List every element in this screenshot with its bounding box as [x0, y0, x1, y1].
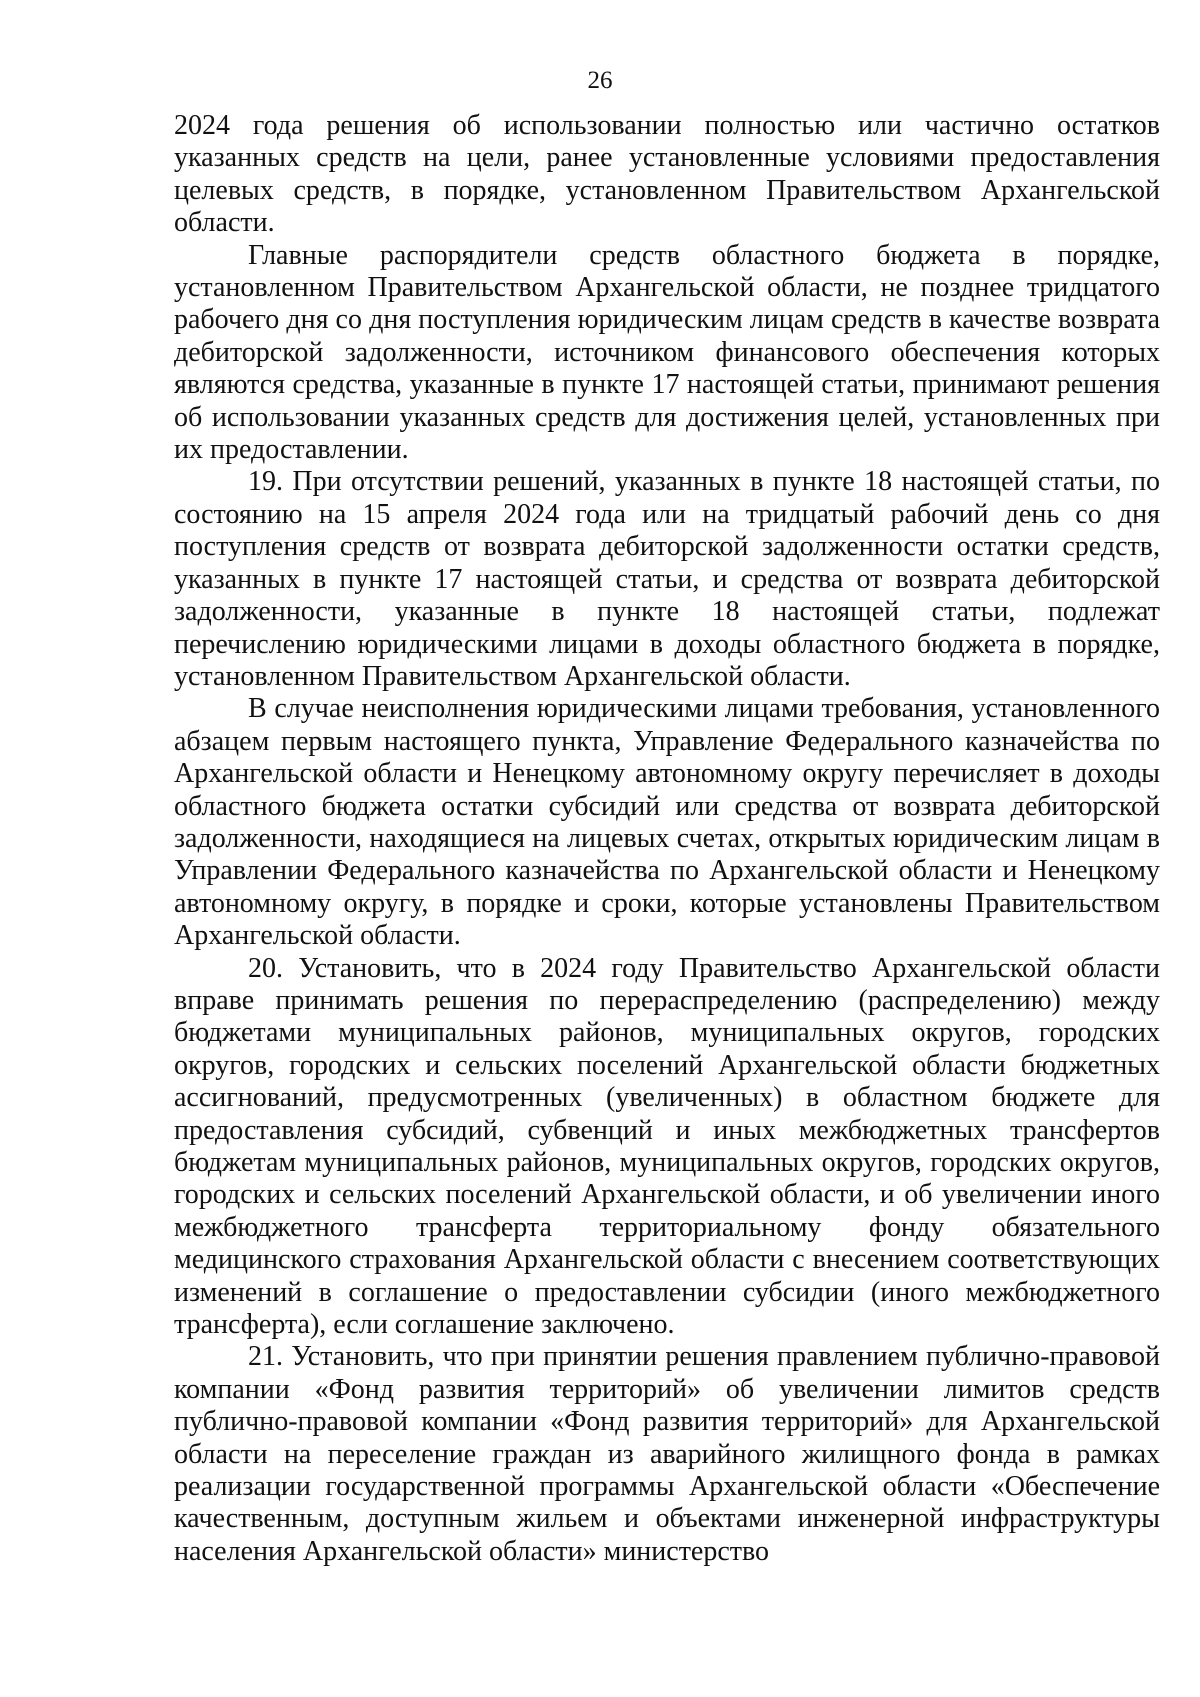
paragraph-item-19-noncompliance: В случае неисполнения юридическими лицами требования, установленного абзацем первым настоящего пункта, Управление Федерального казначейства по Архангельской области и Ненецкому автономному округу перечисляет в доходы областного бюджета остатки субсидий или средства от возврата дебиторской задолженности, находящиеся на лицевых счетах, открытых юридическим лицам в Управлении Федерального казначейства по Архангельской области и Ненецкому автономному округу, в порядке и сроки, которые установлены Правительством Архангельской области. — [174, 693, 1160, 952]
paragraph-continuation: 2024 года решения об использовании полностью или частично остатков указанных средств на цели, ранее установленные условиями предоставления целевых средств, в порядке, установленном Правительством Архангельской области. — [174, 110, 1160, 239]
page-number: 26 — [587, 67, 613, 94]
paragraph-item-20: 20. Установить, что в 2024 году Правительство Архангельской области вправе принимать решения по перераспределению (распределению) между бюджетами муниципальных районов, муниципальных округов, городских округов, городских и сельских поселений Архангельской области бюджетных ассигнований, предусмотренных (увеличенных) в областном бюджете для предоставления субсидий, субвенций и иных межбюджетных трансфертов бюджетам муниципальных районов, муниципальных округов, городских округов, городских и сельских поселений Архангельской области, и об увеличении иного межбюджетного трансферта территориальному фонду обязательного медицинского страхования Архангельской области с внесением соответствующих изменений в соглашение о предоставлении субсидии (иного межбюджетного трансферта), если соглашение заключено. — [174, 952, 1160, 1341]
paragraph-main-administrators: Главные распорядители средств областного бюджета в порядке, установленном Правительством Архангельской области, не позднее тридцатого рабочего дня со дня поступления юридическим лицам средств в качестве возврата дебиторской задолженности, источником финансового обеспечения которых являются средства, указанные в пункте 17 настоящей статьи, принимают решения об использовании указанных средств для достижения целей, установленных при их предоставлении. — [174, 239, 1160, 466]
paragraph-item-21: 21. Установить, что при принятии решения правлением публично-правовой компании «Фонд развития территорий» об увеличении лимитов средств публично-правовой компании «Фонд развития территорий» для Архангельской области на переселение граждан из аварийного жилищного фонда в рамках реализации государственной программы Архангельской области «Обеспечение качественным, доступным жильем и объектами инженерной инфраструктуры населения Архангельской области» министерство — [174, 1341, 1160, 1567]
document-body — [174, 110, 1160, 1568]
paragraph-item-19: 19. При отсутствии решений, указанных в пункте 18 настоящей статьи, по состоянию на 15 апреля 2024 года или на тридцатый рабочий день со дня поступления средств от возврата дебиторской задолженности остатки средств, указанных в пункте 17 настоящей статьи, и средства от возврата дебиторской задолженности, указанные в пункте 18 настоящей статьи, подлежат перечислению юридическими лицами в доходы областного бюджета в порядке, установленном Правительством Архангельской области. — [174, 466, 1160, 692]
